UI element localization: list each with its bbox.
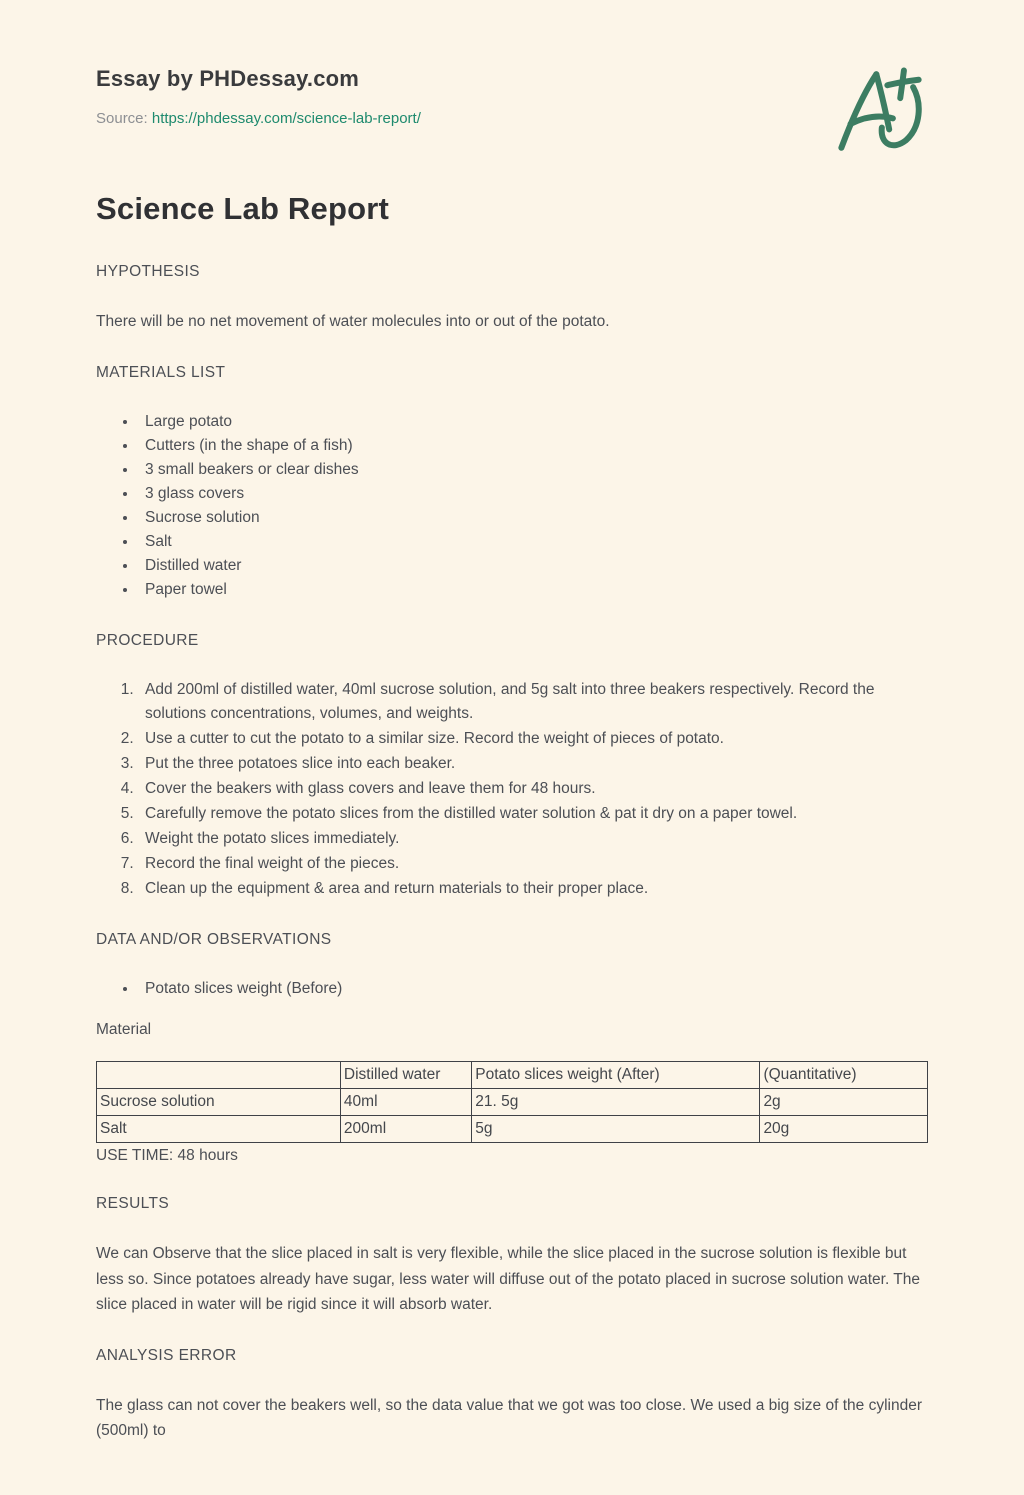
procedure-step: 8. Clean up the equipment & area and return materials to their proper place.: [138, 877, 928, 901]
table-header-cell: Potato slices weight (After): [472, 1062, 760, 1089]
results-heading: RESULTS: [96, 1195, 170, 1213]
page-header: [96, 66, 928, 127]
list-item: • 3 small beakers or clear dishes: [138, 458, 928, 482]
procedure-step: 7. Record the final weight of the pieces.: [138, 852, 928, 876]
analysis-error-body: The glass can not cover the beakers well, so the data value that we got was too close. We used a big size of the cylinder (500ml) to: [96, 1396, 922, 1439]
observations-heading: DATA AND/OR OBSERVATIONS: [96, 931, 332, 949]
procedure-step: 6. Weight the potato slices immediately.: [138, 827, 928, 851]
procedure-step: 3. Put the three potatoes slice into each beaker.: [138, 752, 928, 776]
list-item: • Salt: [138, 530, 928, 554]
procedure-step: 1. Add 200ml of distilled water, 40ml sucrose solution, and 5g salt into three beakers respectively. Record the solutions concentrations, volumes, and weights.: [138, 678, 928, 726]
list-item: • Distilled water: [138, 554, 928, 578]
table-header-cell: (Quantitative): [760, 1062, 928, 1089]
list-item: • Sucrose solution: [138, 506, 928, 530]
observations-table: [96, 1061, 928, 1143]
results-body: We can Observe that the slice placed in salt is very flexible, while the slice placed in the sucrose solution is flexible but less so. Since potatoes already have sugar, less water will diffuse out of the potato placed in sucrose solution water. The slice placed in water will be rigid since it will absorb water.: [96, 1245, 920, 1313]
document-title: Science Lab Report: [96, 191, 390, 226]
procedure-step: 4. Cover the beakers with glass covers and leave them for 48 hours.: [138, 777, 928, 801]
list-item: • Large potato: [138, 410, 928, 434]
materials-heading: MATERIALS LIST: [96, 364, 226, 382]
table-cell: 40ml: [340, 1089, 471, 1116]
list-item: • Potato slices weight (Before): [138, 977, 928, 1001]
table-cell: 2g: [760, 1089, 928, 1116]
table-cell: Salt: [97, 1116, 341, 1143]
procedure-step: 2. Use a cutter to cut the potato to a similar size. Record the weight of pieces of potato.: [138, 727, 928, 751]
source-link[interactable]: https://phdessay.com/science-lab-report/: [151, 110, 421, 127]
materials-list: [96, 410, 928, 602]
list-item: • Paper towel: [138, 578, 928, 602]
table-cell: 20g: [760, 1116, 928, 1143]
header-title: Essay by PHDessay.com: [96, 66, 360, 91]
material-label: Material: [96, 1021, 152, 1039]
hypothesis-heading: HYPOTHESIS: [96, 263, 200, 280]
table-row: [97, 1116, 928, 1143]
table-cell: 5g: [472, 1116, 760, 1143]
source-line: [96, 110, 928, 127]
table-row: [97, 1089, 928, 1116]
list-item: • 3 glass covers: [138, 482, 928, 506]
source-label: Source:: [96, 110, 148, 127]
phdessay-a-plus-logo-icon: [834, 62, 926, 160]
table-cell: 21. 5g: [472, 1089, 760, 1116]
table-header-cell: [97, 1062, 341, 1089]
procedure-heading: PROCEDURE: [96, 632, 199, 650]
use-time-note: USE TIME: 48 hours: [96, 1147, 238, 1165]
table-header-cell: Distilled water: [340, 1062, 471, 1089]
observations-list: [96, 977, 928, 1001]
table-cell: Sucrose solution: [97, 1089, 341, 1116]
table-cell: 200ml: [340, 1116, 471, 1143]
hypothesis-body: There will be no net movement of water molecules into or out of the potato.: [96, 313, 610, 330]
table-header-row: [97, 1062, 928, 1089]
list-item: • Cutters (in the shape of a fish): [138, 434, 928, 458]
analysis-error-heading: ANALYSIS ERROR: [96, 1346, 237, 1364]
procedure-step: 5. Carefully remove the potato slices from the distilled water solution & pat it dry on a paper towel.: [138, 802, 928, 826]
procedure-list: [96, 678, 928, 901]
